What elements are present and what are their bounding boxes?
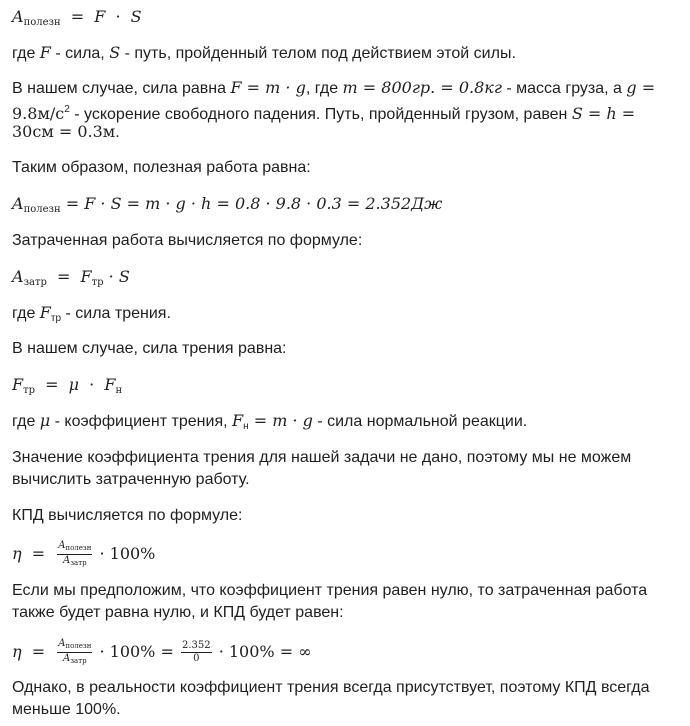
symbol-A: A <box>12 7 24 26</box>
symbol-A: A <box>58 638 66 649</box>
fraction <box>57 540 92 569</box>
subscript: полезн <box>23 204 61 215</box>
symbol-F: F <box>39 303 51 322</box>
text: - масса груза, а <box>501 80 627 97</box>
math-expression: · 100% <box>99 544 156 563</box>
text: . <box>115 124 120 141</box>
math-inline: = m · g <box>248 411 313 430</box>
operator: = <box>57 267 71 286</box>
symbol-A: A <box>12 194 24 213</box>
denominator <box>57 653 92 667</box>
paragraph-not-given-line1: Значение коэффициента трения для нашей задачи не дано, поэтому мы не можем <box>12 449 632 466</box>
symbol-A: A <box>58 540 66 551</box>
formula-efficiency-infinite <box>12 638 678 667</box>
denominator <box>57 555 92 569</box>
symbol-mu: μ <box>39 411 51 430</box>
text: где <box>12 413 40 430</box>
operator: · <box>115 7 121 26</box>
text: - сила трения. <box>61 305 171 322</box>
math-inline: S = h = <box>571 104 636 123</box>
paragraph-not-given-line2: вычислить затраченную работу. <box>12 471 250 488</box>
symbol-mu: μ <box>68 375 80 394</box>
text: - путь, пройденный телом под действием этой силы. <box>120 45 516 62</box>
text: - коэффициент трения, <box>50 413 232 430</box>
math-inline: F = m · g <box>230 78 306 97</box>
paragraph-conclusion-line1: Однако, в реальности коэффициент трения всегда присутствует, поэтому КПД всегда <box>12 679 650 696</box>
paragraph-definition <box>12 42 678 65</box>
operator: = <box>45 375 59 394</box>
denominator: 0 <box>193 653 200 664</box>
text: В нашем случае, сила равна <box>12 80 231 97</box>
formula-friction <box>12 374 678 402</box>
math-expression: · 100% = <box>99 642 174 661</box>
subscript: тр <box>50 313 62 324</box>
fraction <box>57 638 92 667</box>
math-expression: = F · S = m · g · h = 0.8 · 9.8 · 0.3 = 2.352Дж <box>65 194 443 213</box>
symbol-A: A <box>62 653 71 664</box>
paragraph-case-line1 <box>12 77 678 100</box>
subscript: полезн <box>65 544 92 552</box>
subscript: тр <box>23 385 36 396</box>
math-inline: 9.8м/с <box>12 104 65 123</box>
symbol-F: F <box>80 267 92 286</box>
paragraph-spent-work: Затраченная работа вычисляется по формуле: <box>12 232 363 249</box>
symbol-F: F <box>232 411 244 430</box>
numerator: 2.352 <box>181 640 211 651</box>
text: - ускорение свободного падения. Путь, пройденный грузом, равен <box>69 106 572 123</box>
text: где <box>12 45 40 62</box>
subscript: полезн <box>23 17 61 28</box>
symbol-S: S <box>109 43 121 62</box>
math-expression: · S <box>108 267 130 286</box>
symbol-eta: η <box>12 544 22 563</box>
subscript: затр <box>70 657 87 665</box>
text: - сила, <box>50 45 110 62</box>
formula-useful-work <box>12 6 678 34</box>
superscript: 2 <box>64 104 70 115</box>
subscript: полезн <box>65 642 92 650</box>
operator: = <box>636 78 656 97</box>
numerator <box>57 638 92 653</box>
subscript: затр <box>23 277 47 288</box>
operator: = <box>31 544 46 563</box>
paragraph-coefficient <box>12 410 678 438</box>
symbol-eta: η <box>12 642 22 661</box>
symbol-g: g <box>626 78 637 97</box>
paragraph-friction-case: В нашем случае, сила трения равна: <box>12 340 287 357</box>
math-inline: m = 800гр. = 0.8кг <box>342 78 502 97</box>
subscript: н <box>115 385 123 396</box>
fraction-numeric <box>181 640 212 665</box>
paragraph-assume-line1: Если мы предположим, что коэффициент трения равен нулю, то затраченная работа <box>12 582 648 599</box>
paragraph-thus: Таким образом, полезная работа равна: <box>12 159 311 176</box>
text: где <box>12 305 40 322</box>
math-inline: 30см = 0.3м <box>12 122 116 141</box>
math-expression: · 100% = ∞ <box>218 642 312 661</box>
symbol-A: A <box>62 555 71 566</box>
subscript: н <box>243 421 249 432</box>
symbol-F: F <box>39 43 51 62</box>
formula-useful-work-value <box>12 193 678 221</box>
operator: = <box>70 7 85 26</box>
operator: = <box>31 642 46 661</box>
formula-spent-work <box>12 266 678 294</box>
symbol-S: S <box>130 7 142 26</box>
numerator <box>57 540 92 555</box>
operator: · <box>89 375 95 394</box>
symbol-F: F <box>104 375 116 394</box>
subscript: тр <box>91 277 104 288</box>
symbol-F: F <box>94 7 106 26</box>
text: - сила нормальной реакции. <box>312 413 528 430</box>
symbol-F: F <box>12 375 24 394</box>
paragraph-assume-line2: также будет равна нулю, и КПД будет равен: <box>12 604 344 621</box>
text: , где <box>305 80 343 97</box>
paragraph-conclusion-line2: меньше 100%. <box>12 701 121 718</box>
formula-efficiency <box>12 540 678 569</box>
subscript: затр <box>70 559 87 567</box>
paragraph-friction-def <box>12 302 678 330</box>
paragraph-case-line3 <box>12 121 678 144</box>
paragraph-efficiency: КПД вычисляется по формуле: <box>12 507 243 524</box>
symbol-A: A <box>12 267 24 286</box>
